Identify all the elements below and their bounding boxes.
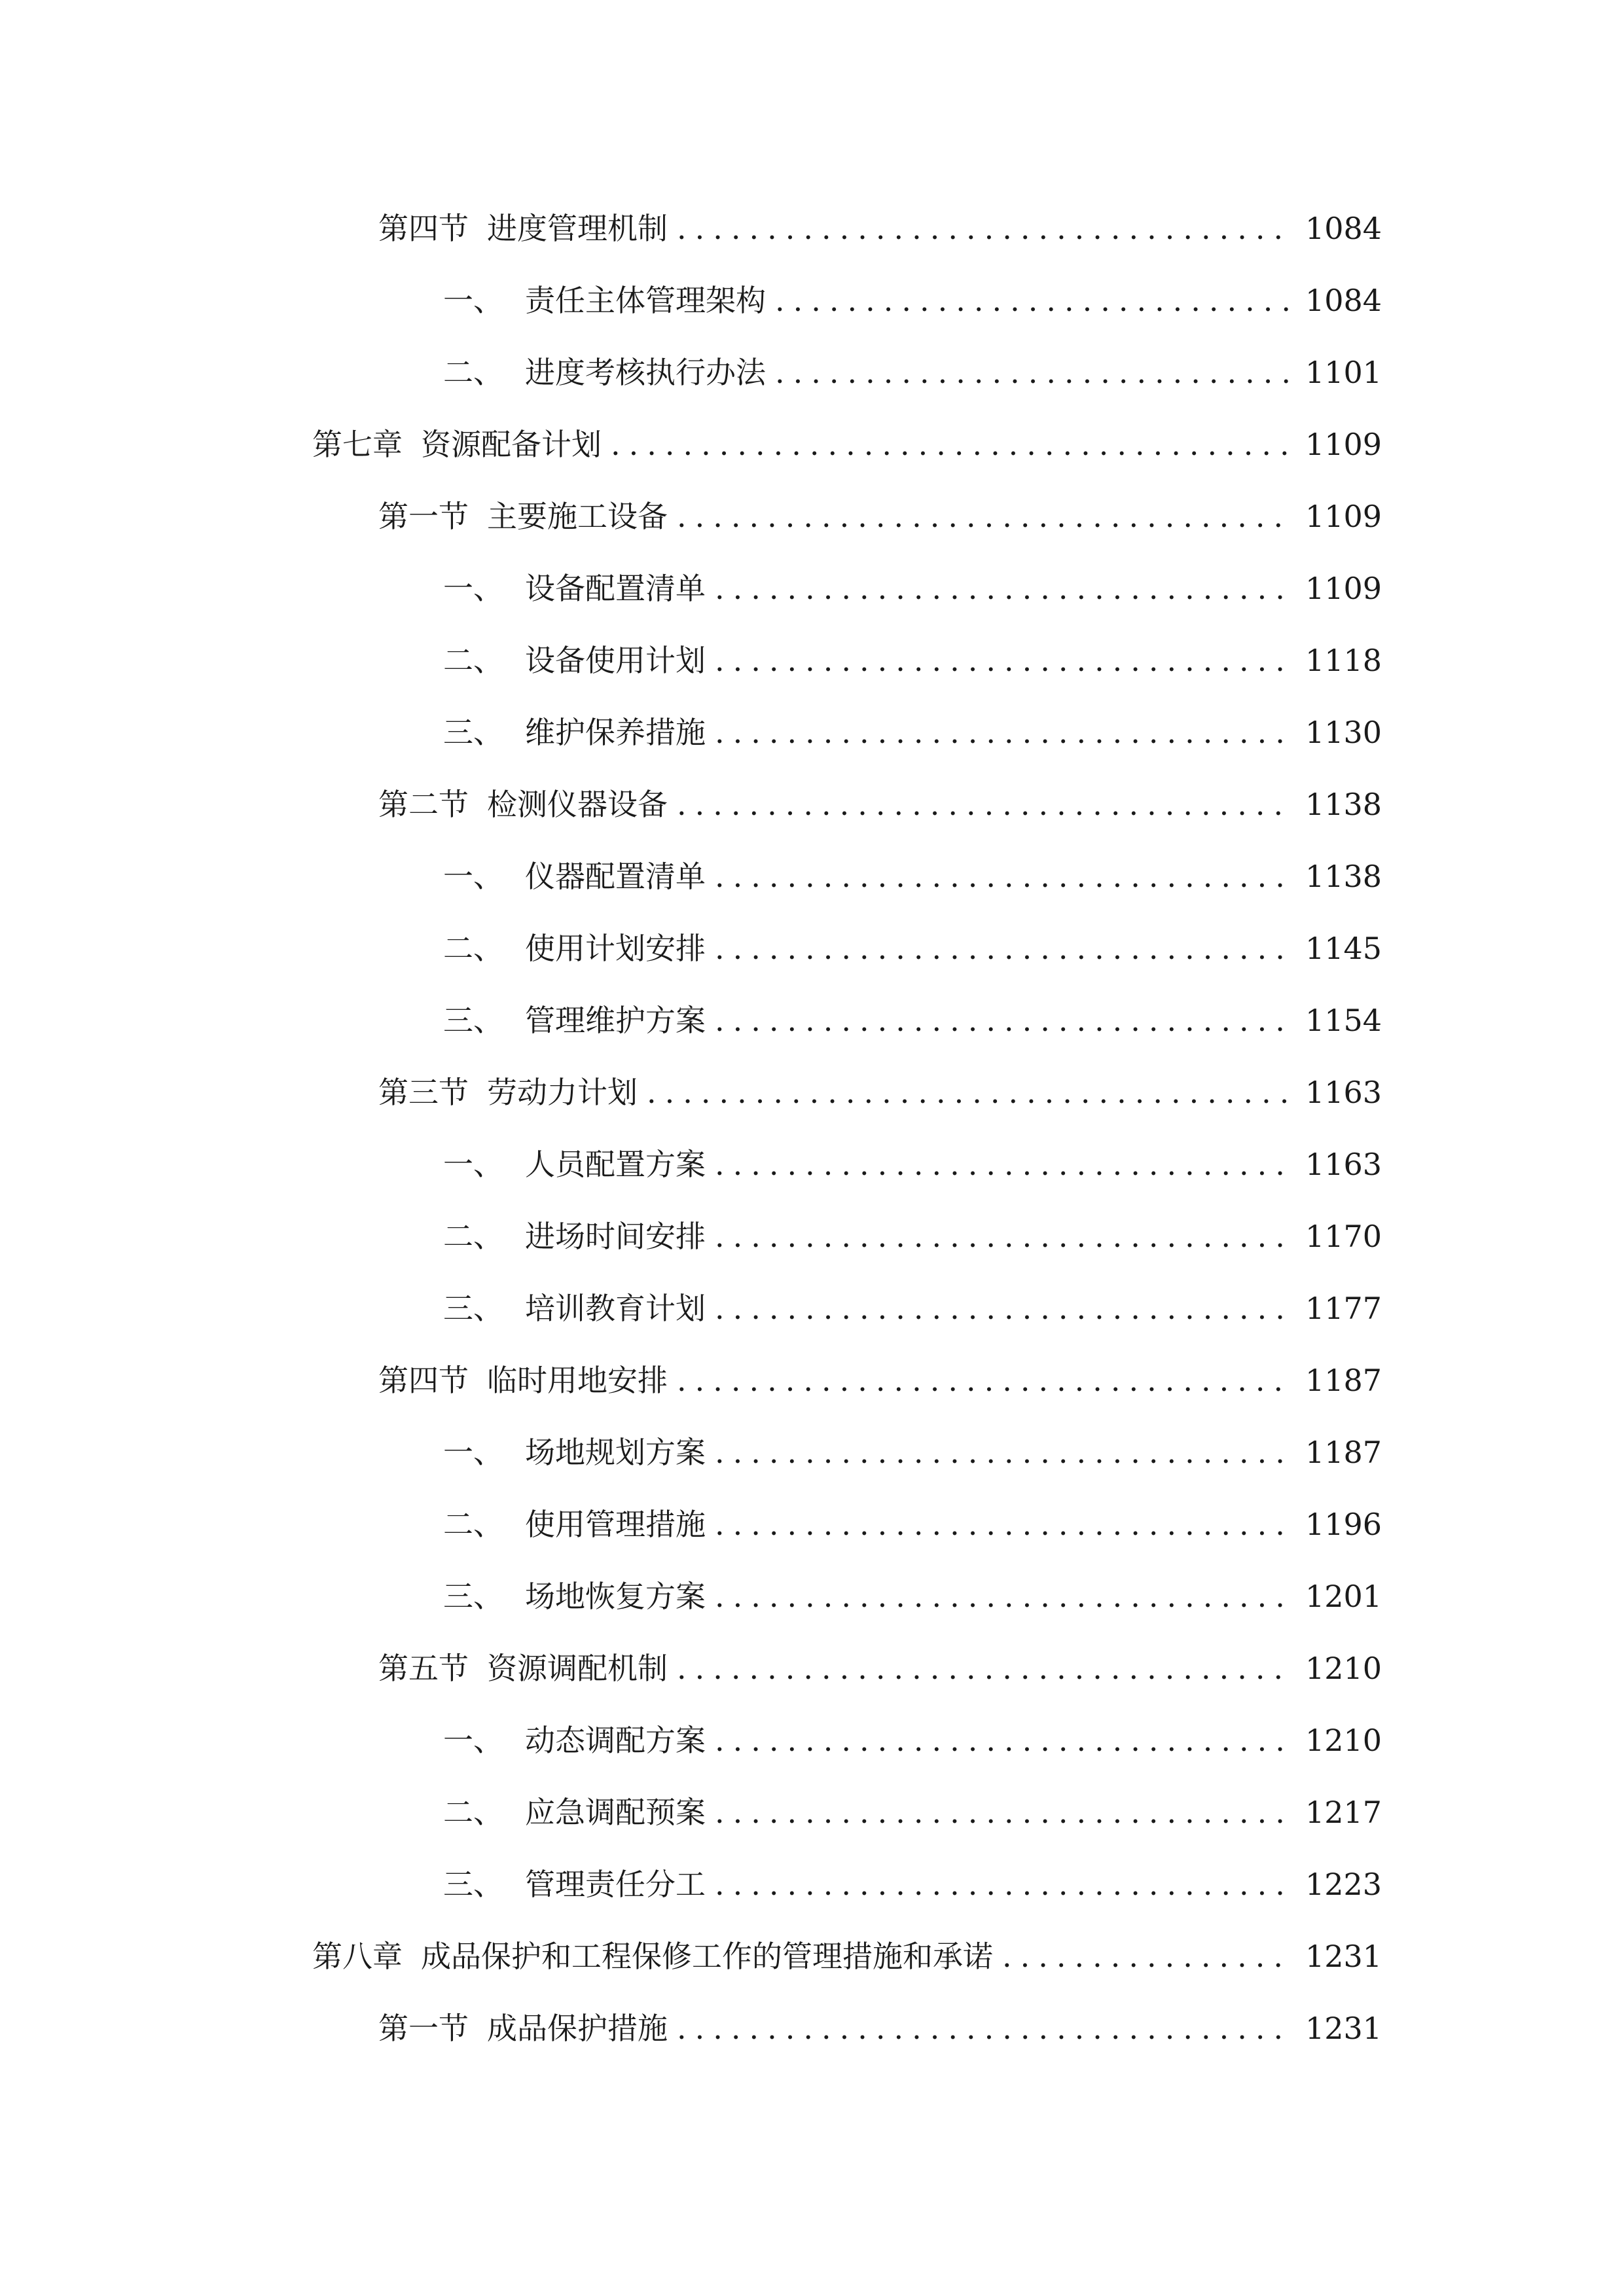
dot-leader bbox=[775, 353, 1293, 392]
toc-entry-page-number: 1138 bbox=[1305, 859, 1382, 894]
toc-entry-page-number: 1201 bbox=[1305, 1579, 1382, 1614]
toc-entry[interactable] bbox=[0, 1848, 1624, 1920]
toc-entry-title: 设备配置清单 bbox=[525, 571, 706, 606]
dot-leader bbox=[677, 1361, 1293, 1400]
toc-entry-heading bbox=[443, 281, 766, 320]
toc-entry-page-number: 1109 bbox=[1305, 499, 1382, 534]
toc-entry-number: 第四节 bbox=[378, 1363, 469, 1398]
toc-entry-heading bbox=[443, 1721, 706, 1760]
toc-entry-heading bbox=[378, 1361, 668, 1400]
toc-entry[interactable] bbox=[0, 696, 1624, 768]
dot-leader bbox=[715, 929, 1293, 968]
toc-entry-heading bbox=[443, 713, 706, 752]
toc-entry-title: 责任主体管理架构 bbox=[525, 283, 766, 318]
dot-leader bbox=[715, 1001, 1293, 1040]
toc-entry-heading bbox=[443, 1793, 706, 1832]
toc-entry[interactable] bbox=[0, 192, 1624, 264]
dot-leader bbox=[715, 641, 1293, 680]
toc-entry[interactable] bbox=[0, 1056, 1624, 1128]
dot-leader bbox=[715, 1505, 1293, 1544]
toc-entry-title: 场地规划方案 bbox=[525, 1435, 706, 1470]
toc-entry-title: 动态调配方案 bbox=[525, 1723, 706, 1758]
toc-entry-title: 培训教育计划 bbox=[525, 1291, 706, 1326]
dot-leader bbox=[775, 281, 1293, 320]
toc-entry[interactable] bbox=[0, 1416, 1624, 1488]
toc-entry[interactable] bbox=[0, 1704, 1624, 1776]
toc-entry-title: 资源配备计划 bbox=[421, 427, 602, 462]
toc-entry-page-number: 1109 bbox=[1305, 571, 1382, 606]
toc-entry[interactable] bbox=[0, 1128, 1624, 1200]
toc-entry-title: 成品保护措施 bbox=[487, 2011, 668, 2046]
toc-entry-number: 第四节 bbox=[378, 211, 469, 246]
toc-entry-number: 一、 bbox=[443, 1723, 503, 1758]
toc-entry-page-number: 1177 bbox=[1305, 1291, 1382, 1326]
toc-entry-heading bbox=[378, 2009, 668, 2048]
dot-leader bbox=[715, 713, 1293, 752]
toc-entry-title: 主要施工设备 bbox=[487, 499, 668, 534]
toc-entry[interactable] bbox=[0, 984, 1624, 1056]
toc-entry-heading bbox=[378, 1649, 668, 1688]
toc-entry-page-number: 1170 bbox=[1305, 1219, 1382, 1254]
toc-entry-page-number: 1084 bbox=[1305, 211, 1382, 246]
toc-entry-heading bbox=[443, 1217, 706, 1256]
toc-entry-title: 仪器配置清单 bbox=[525, 859, 706, 894]
toc-entry[interactable] bbox=[0, 912, 1624, 984]
toc-entry-title: 维护保养措施 bbox=[525, 715, 706, 750]
dot-leader bbox=[647, 1073, 1293, 1112]
toc-entry-heading bbox=[443, 1865, 706, 1904]
dot-leader bbox=[715, 1865, 1293, 1904]
toc-entry-number: 三、 bbox=[443, 1579, 503, 1614]
toc-entry-page-number: 1163 bbox=[1305, 1147, 1382, 1182]
toc-entry-page-number: 1217 bbox=[1305, 1795, 1382, 1830]
toc-entry[interactable] bbox=[0, 552, 1624, 624]
dot-leader bbox=[715, 1433, 1293, 1472]
toc-entry-page-number: 1154 bbox=[1305, 1003, 1382, 1038]
toc-entry-heading bbox=[443, 1505, 706, 1544]
toc-entry[interactable] bbox=[0, 768, 1624, 840]
toc-entry-number: 二、 bbox=[443, 1507, 503, 1542]
dot-leader bbox=[715, 1217, 1293, 1256]
toc-entry-number: 第一节 bbox=[378, 2011, 469, 2046]
dot-leader bbox=[715, 1721, 1293, 1760]
toc-entry-title: 使用管理措施 bbox=[525, 1507, 706, 1542]
toc-entry-number: 一、 bbox=[443, 1435, 503, 1470]
toc-entry-heading bbox=[443, 641, 706, 680]
toc-entry-heading bbox=[443, 1577, 706, 1616]
toc-entry-title: 设备使用计划 bbox=[525, 643, 706, 678]
toc-entry-page-number: 1109 bbox=[1305, 427, 1382, 462]
toc-entry-heading bbox=[312, 425, 602, 464]
toc-entry-page-number: 1223 bbox=[1305, 1867, 1382, 1902]
toc-entry-number: 三、 bbox=[443, 715, 503, 750]
toc-entry[interactable] bbox=[0, 1344, 1624, 1416]
toc-entry-number: 二、 bbox=[443, 1219, 503, 1254]
toc-entry-page-number: 1145 bbox=[1305, 931, 1382, 966]
toc-entry-title: 进度管理机制 bbox=[487, 211, 668, 246]
toc-entry-title: 资源调配机制 bbox=[487, 1651, 668, 1686]
toc-entry-number: 一、 bbox=[443, 859, 503, 894]
dot-leader bbox=[715, 1793, 1293, 1832]
dot-leader bbox=[715, 1289, 1293, 1328]
toc-entry-heading bbox=[443, 857, 706, 896]
toc-entry-page-number: 1187 bbox=[1305, 1435, 1382, 1470]
dot-leader bbox=[715, 1577, 1293, 1616]
toc-entry-page-number: 1210 bbox=[1305, 1651, 1382, 1686]
toc-entry-page-number: 1084 bbox=[1305, 283, 1382, 318]
toc-entry-title: 临时用地安排 bbox=[487, 1363, 668, 1398]
toc-entry-heading bbox=[378, 209, 668, 248]
toc-entry-number: 三、 bbox=[443, 1003, 503, 1038]
toc-entry-title: 应急调配预案 bbox=[525, 1795, 706, 1830]
toc-entry-page-number: 1187 bbox=[1305, 1363, 1382, 1398]
toc-entry-number: 第八章 bbox=[312, 1939, 403, 1974]
toc-entry[interactable] bbox=[0, 840, 1624, 912]
toc-entry[interactable] bbox=[0, 1632, 1624, 1704]
toc-entry-heading bbox=[443, 929, 706, 968]
toc-entry-number: 一、 bbox=[443, 571, 503, 606]
toc-entry-number: 第五节 bbox=[378, 1651, 469, 1686]
dot-leader bbox=[611, 425, 1293, 464]
toc-entry-title: 人员配置方案 bbox=[525, 1147, 706, 1182]
toc-entry-number: 一、 bbox=[443, 1147, 503, 1182]
toc-entry-page-number: 1101 bbox=[1305, 355, 1382, 390]
toc-entry-heading bbox=[443, 1433, 706, 1472]
toc-entry-heading bbox=[378, 497, 668, 536]
dot-leader bbox=[677, 785, 1293, 824]
toc-entry-title: 管理维护方案 bbox=[525, 1003, 706, 1038]
toc-entry-page-number: 1118 bbox=[1305, 643, 1382, 678]
toc-entry-page-number: 1196 bbox=[1305, 1507, 1382, 1542]
toc-entry[interactable] bbox=[0, 1488, 1624, 1560]
dot-leader bbox=[715, 569, 1293, 608]
toc-entry[interactable] bbox=[0, 1272, 1624, 1344]
toc-entry-heading bbox=[378, 1073, 638, 1112]
toc-entry-page-number: 1130 bbox=[1305, 715, 1382, 750]
toc-entry-number: 二、 bbox=[443, 355, 503, 390]
toc-entry-number: 二、 bbox=[443, 931, 503, 966]
toc-entry-title: 使用计划安排 bbox=[525, 931, 706, 966]
toc-entry-heading bbox=[378, 785, 668, 824]
toc-entry-number: 三、 bbox=[443, 1291, 503, 1326]
toc-entry[interactable] bbox=[0, 264, 1624, 336]
toc-entry-number: 一、 bbox=[443, 283, 503, 318]
toc-entry-number: 第七章 bbox=[312, 427, 403, 462]
dot-leader bbox=[677, 1649, 1293, 1688]
dot-leader bbox=[715, 857, 1293, 896]
toc-entry-heading bbox=[443, 1289, 706, 1328]
toc-entry-title: 检测仪器设备 bbox=[487, 787, 668, 822]
toc-entry-number: 第一节 bbox=[378, 499, 469, 534]
toc-entry-number: 二、 bbox=[443, 643, 503, 678]
toc-entry-page-number: 1231 bbox=[1305, 1939, 1382, 1974]
toc-entry-heading bbox=[443, 1001, 706, 1040]
toc-entry-heading bbox=[443, 569, 706, 608]
toc-entry-heading bbox=[312, 1937, 993, 1976]
toc-entry-number: 二、 bbox=[443, 1795, 503, 1830]
toc-entry-title: 成品保护和工程保修工作的管理措施和承诺 bbox=[421, 1939, 993, 1974]
toc-entry[interactable] bbox=[0, 408, 1624, 480]
toc-entry-title: 进度考核执行办法 bbox=[525, 355, 766, 390]
toc-entry[interactable] bbox=[0, 1992, 1624, 2064]
toc-entry-number: 第二节 bbox=[378, 787, 469, 822]
dot-leader bbox=[1002, 1937, 1293, 1976]
toc-entry-page-number: 1210 bbox=[1305, 1723, 1382, 1758]
toc-entry[interactable] bbox=[0, 1560, 1624, 1632]
toc-entry-title: 劳动力计划 bbox=[487, 1075, 638, 1110]
toc-entry-title: 管理责任分工 bbox=[525, 1867, 706, 1902]
toc-entry[interactable] bbox=[0, 336, 1624, 408]
toc-entry[interactable] bbox=[0, 624, 1624, 696]
dot-leader bbox=[677, 2009, 1293, 2048]
dot-leader bbox=[677, 497, 1293, 536]
toc-entry-title: 场地恢复方案 bbox=[525, 1579, 706, 1614]
dot-leader bbox=[677, 209, 1293, 248]
toc-entry-page-number: 1231 bbox=[1305, 2011, 1382, 2046]
toc-entry-number: 三、 bbox=[443, 1867, 503, 1902]
toc-entry[interactable] bbox=[0, 1920, 1624, 1992]
toc-entry-number: 第三节 bbox=[378, 1075, 469, 1110]
dot-leader bbox=[715, 1145, 1293, 1184]
table-of-contents bbox=[0, 192, 1624, 2064]
toc-entry[interactable] bbox=[0, 1200, 1624, 1272]
toc-entry-page-number: 1163 bbox=[1305, 1075, 1382, 1110]
toc-entry-title: 进场时间安排 bbox=[525, 1219, 706, 1254]
toc-entry-page-number: 1138 bbox=[1305, 787, 1382, 822]
toc-entry[interactable] bbox=[0, 1776, 1624, 1848]
toc-entry-heading bbox=[443, 1145, 706, 1184]
toc-entry-heading bbox=[443, 353, 766, 392]
toc-entry[interactable] bbox=[0, 480, 1624, 552]
